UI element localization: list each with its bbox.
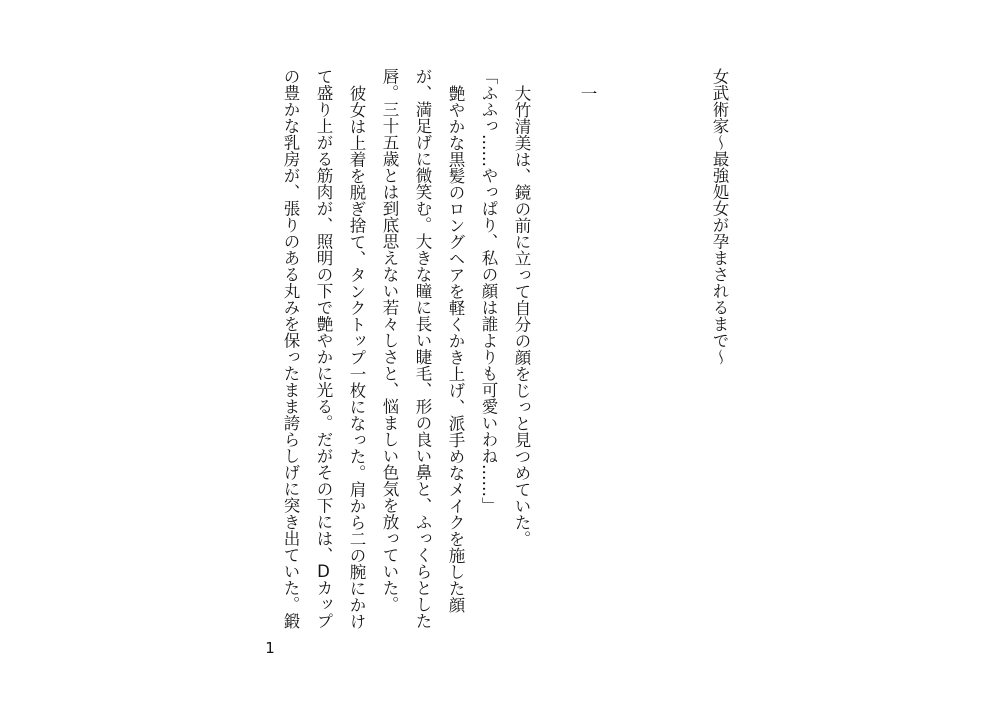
body-line: 唇。三十五歳とは到底思えない若々しさと、悩ましい色気を放っていた。: [380, 68, 399, 613]
chapter-marker: 一: [578, 84, 597, 101]
vertical-text-block: [274, 68, 736, 640]
body-line: の豊かな乳房が、張りのある丸みを保ったまま誇らしげに突き出ていた。鍛: [281, 68, 300, 629]
body-line: 彼女は上着を脱ぎ捨て、タンクトップ一枚になった。肩から二の腕にかけ: [347, 84, 366, 629]
page-number: 1: [265, 639, 275, 657]
body-line: て盛り上がる筋肉が、照明の下で艶やかに光る。だがその下には、Dカップ: [314, 68, 333, 629]
body-line: が、満足げに微笑む。大きな瞳に長い睫毛、形の良い鼻と、ふっくらとした: [413, 68, 432, 629]
upright-latin-text: D: [317, 563, 330, 580]
document-title: 女武術家～最強処女が孕まされるまで～: [710, 68, 729, 365]
body-line: 「ふふっ……やっぱり、私の顔は誰よりも可愛いわね……」: [479, 68, 498, 514]
body-line: 大竹清美は、鏡の前に立って自分の顔をじっと見つめていた。: [512, 84, 531, 547]
body-line: 艶やかな黒髪のロングヘアを軽くかき上げ、派手めなメイクを施した顔: [446, 84, 465, 613]
